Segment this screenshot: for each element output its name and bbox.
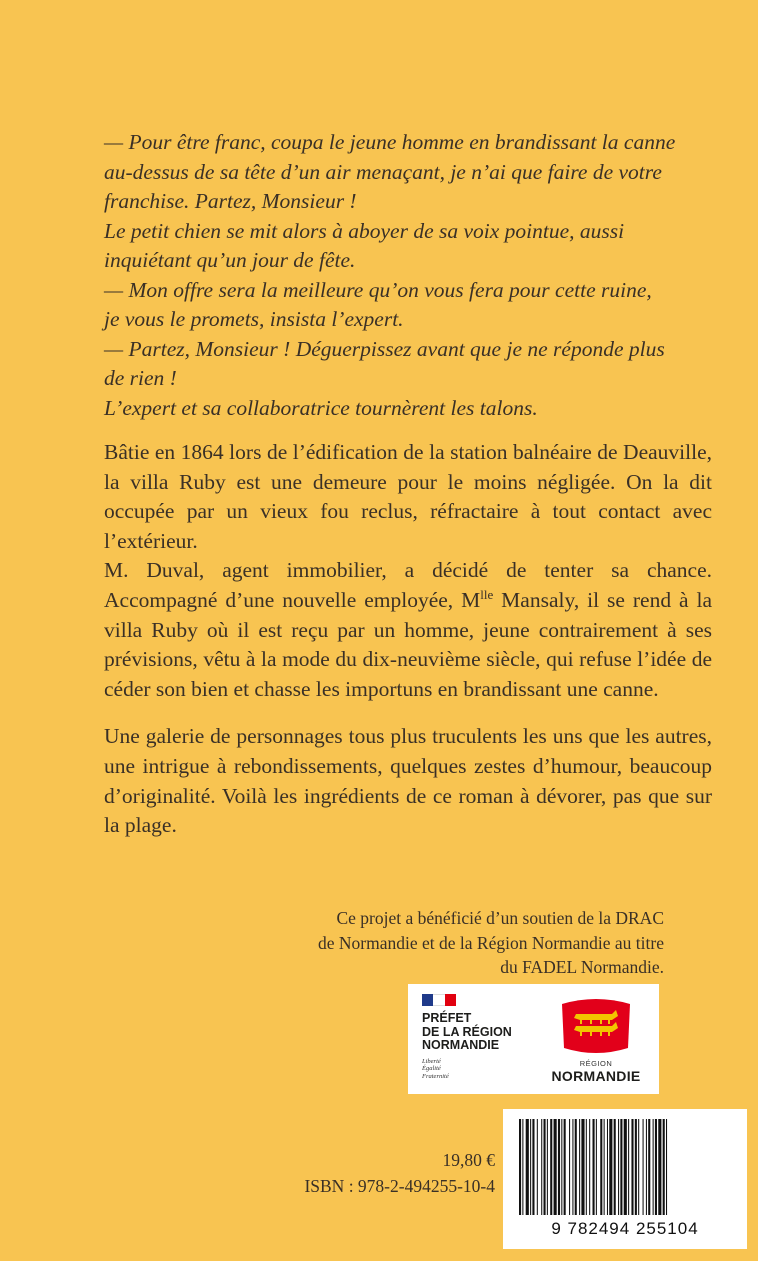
summary-paragraph-1 bbox=[104, 438, 712, 704]
barcode-bar bbox=[663, 1119, 665, 1215]
excerpt-line: — Mon offre sera la meilleure qu’on vous fera pour cette ruine, bbox=[104, 277, 652, 302]
barcode-bar bbox=[519, 1119, 521, 1215]
barcode-bar bbox=[618, 1119, 619, 1215]
funding-line: de Normandie et de la Région Normandie au titre bbox=[318, 932, 664, 953]
barcode-bar bbox=[658, 1119, 661, 1215]
region-label: RÉGION bbox=[579, 1059, 613, 1068]
isbn: ISBN : 978-2-494255-10-4 bbox=[304, 1176, 495, 1196]
barcode-bar bbox=[638, 1119, 639, 1215]
book-summary bbox=[104, 438, 712, 841]
barcode-bar bbox=[532, 1119, 534, 1215]
barcode-bar bbox=[550, 1119, 552, 1215]
barcode-bar bbox=[537, 1119, 538, 1215]
barcode-bar bbox=[561, 1119, 562, 1215]
barcode-bar bbox=[530, 1119, 531, 1215]
excerpt-line: inquiétant qu’un jour de fête. bbox=[104, 248, 356, 272]
barcode-bar bbox=[643, 1119, 644, 1215]
republic-motto: Liberté Égalité Fraternité bbox=[422, 1057, 449, 1080]
barcode-bar bbox=[544, 1119, 546, 1215]
barcode-bar bbox=[609, 1119, 612, 1215]
french-flag-icon bbox=[422, 994, 456, 1006]
barcode-bar bbox=[653, 1119, 654, 1215]
excerpt-line: je vous le promets, insista l’expert. bbox=[104, 307, 404, 331]
summary-text: Mansaly, il se rend à la villa Ruby où il est reçu par un homme, jeune contrairement à ses prévisions, vêtu à la mode du dix-neuvième siècle, qui refuse l’idée de céder son bien et chasse les importuns en brandissant une canne. bbox=[104, 587, 712, 701]
funding-line: Ce projet a bénéficié d’un soutien de la DRAC bbox=[336, 908, 664, 928]
barcode-bar bbox=[554, 1119, 557, 1215]
region-name: NORMANDIE bbox=[551, 1068, 641, 1084]
barcode-bar bbox=[620, 1119, 622, 1215]
barcode-bar bbox=[522, 1119, 523, 1215]
summary-text: Bâtie en 1864 lors de l’édification de la station balnéaire de Deauville, la villa Ruby est une demeure pour le moins négligée. On la dit occupée par un vieux fou reclus, réfractaire à tout contact avec l’extérieur. bbox=[104, 440, 712, 553]
barcode-bar bbox=[541, 1119, 542, 1215]
barcode-bar bbox=[589, 1119, 590, 1215]
excerpt-line: de rien ! bbox=[104, 366, 177, 390]
sponsor-logos bbox=[408, 984, 659, 1094]
excerpt-line: L’expert et sa collaboratrice tournèrent les talons. bbox=[104, 395, 538, 420]
barcode-bar bbox=[593, 1119, 595, 1215]
summary-text: M. Duval, agent immobilier, a décidé de tenter sa chance. Accompagné d’une nouvelle employée, M bbox=[104, 558, 712, 612]
barcode-bar bbox=[631, 1119, 633, 1215]
prefet-logo bbox=[422, 994, 552, 1080]
barcode-bar bbox=[635, 1119, 637, 1215]
superscript-lle: lle bbox=[480, 586, 494, 602]
region-normandie-logo bbox=[544, 996, 648, 1084]
barcode-bar bbox=[526, 1119, 529, 1215]
funding-notice bbox=[184, 906, 664, 980]
normandy-leopards-icon bbox=[558, 996, 634, 1056]
barcode-bar bbox=[569, 1119, 570, 1215]
excerpt-line: au-dessus de sa tête d’un air menaçant, je n’ai que faire de votre bbox=[104, 159, 662, 184]
barcode-bar bbox=[586, 1119, 587, 1215]
excerpt-line: franchise. Partez, Monsieur ! bbox=[104, 189, 357, 213]
barcode-bar bbox=[607, 1119, 608, 1215]
excerpt-line: — Pour être franc, coupa le jeune homme en brandissant la canne bbox=[104, 130, 676, 154]
back-cover-excerpt bbox=[104, 128, 704, 423]
barcode-digits: 9 782494 255104 bbox=[551, 1219, 699, 1238]
excerpt-line: Le petit chien se mit alors à aboyer de sa voix pointue, aussi bbox=[104, 218, 625, 243]
barcode-bar bbox=[655, 1119, 657, 1215]
barcode-bar bbox=[596, 1119, 597, 1215]
barcode-bar bbox=[564, 1119, 566, 1215]
barcode-bar bbox=[547, 1119, 548, 1215]
barcode-bar bbox=[572, 1119, 573, 1215]
excerpt-line: — Partez, Monsieur ! Déguerpissez avant que je ne réponde plus bbox=[104, 336, 665, 361]
barcode-bar bbox=[666, 1119, 667, 1215]
barcode-bars-icon bbox=[515, 1119, 735, 1217]
barcode-bar bbox=[581, 1119, 584, 1215]
barcode bbox=[503, 1109, 747, 1249]
summary-paragraph-2: Une galerie de personnages tous plus truculents les uns que les autres, une intrigue à rebondissements, quelques zestes d’humour, beaucoup d’originalité. Voilà les ingrédients de ce roman à dévorer, pas que sur la plage. bbox=[104, 724, 712, 838]
price: 19,80 € bbox=[442, 1150, 495, 1170]
barcode-bar bbox=[624, 1119, 627, 1215]
barcode-bar bbox=[628, 1119, 629, 1215]
barcode-bar bbox=[600, 1119, 602, 1215]
prefet-title: PRÉFET DE LA RÉGION NORMANDIE bbox=[422, 1011, 512, 1052]
price-isbn-block bbox=[175, 1147, 495, 1199]
barcode-bar bbox=[575, 1119, 577, 1215]
barcode-bar bbox=[558, 1119, 560, 1215]
barcode-bar bbox=[614, 1119, 616, 1215]
barcode-bar bbox=[579, 1119, 580, 1215]
funding-line: du FADEL Normandie. bbox=[500, 957, 664, 977]
barcode-bar bbox=[648, 1119, 650, 1215]
barcode-bar bbox=[604, 1119, 605, 1215]
barcode-bar bbox=[646, 1119, 647, 1215]
